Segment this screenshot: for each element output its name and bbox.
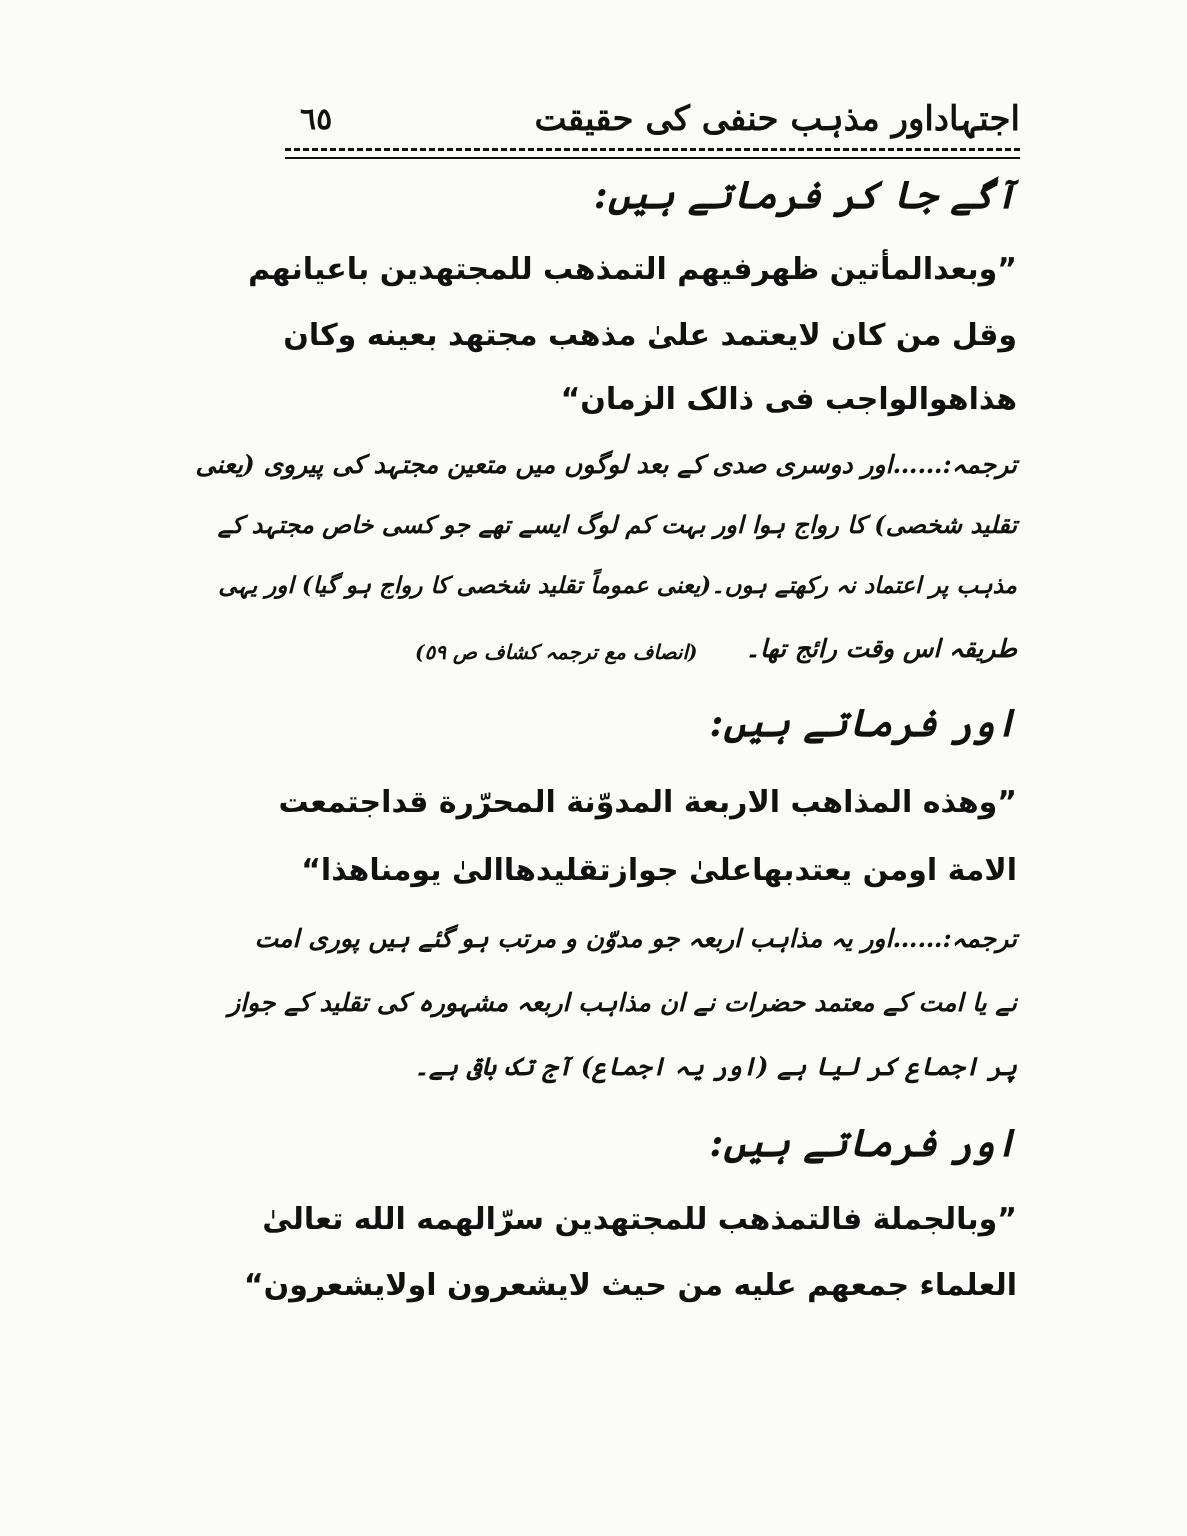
translation-line: مذہب پر اعتماد نہ رکھتے ہوں۔(یعنی عموماً تقلید شخصی کا رواج ہو گیا) اور یہی bbox=[218, 572, 1017, 599]
translation-line: پر اجماع کر لیا ہے (اور یہ اجماع) آج تک باقی ہے۔ bbox=[414, 1052, 1017, 1081]
section-heading: اور فرماتے ہیں: bbox=[709, 700, 1017, 745]
page-header bbox=[300, 98, 1020, 146]
translation-line: طریقہ اس وقت رائج تھا۔ bbox=[745, 634, 1017, 663]
arabic-quote-line: هذاهوالواجب فى ذالک الزمان“ bbox=[560, 382, 1017, 417]
running-title: اجتہاداور مذہب حنفی کی حقیقت bbox=[534, 99, 1020, 139]
arabic-quote-line: العلماء جمعهم عليه من حيث لايشعرون اولايشعرون“ bbox=[243, 1268, 1017, 1303]
citation: (انصاف مع ترجمہ کشاف ص ٥٩) bbox=[415, 640, 698, 664]
arabic-quote-line: ”وبعدالمأتين ظهرفيهم التمذهب للمجتهدين باعيانهم bbox=[248, 252, 1017, 287]
arabic-quote-line: ”وبالجملة فالتمذهب للمجتهدين سرّالهمه الله تعالىٰ bbox=[262, 1202, 1017, 1237]
arabic-quote-line: وقل من كان لايعتمد علىٰ مذهب مجتهد بعينه وكان bbox=[283, 318, 1017, 353]
translation-line: نے یا امت کے معتمد حضرات نے ان مذاہب اربعہ مشہورہ کی تقلید کے جواز bbox=[228, 988, 1017, 1017]
section-heading: آگے جا کر فرماتے ہیں: bbox=[593, 172, 1017, 217]
arabic-quote-line: الامة اومن يعتدبهاعلىٰ جوازتقليدهاالىٰ يومناهذا“ bbox=[301, 853, 1017, 888]
translation-line: ترجمہ:……اور دوسری صدی کے بعد لوگوں میں متعین مجتہد کی پیروی (یعنی bbox=[195, 450, 1017, 479]
translation-line: ترجمہ:……اور یہ مذاہب اربعہ جو مدوّن و مرتب ہو گئے ہیں پوری امت bbox=[254, 924, 1017, 953]
header-divider bbox=[285, 148, 1020, 159]
page-number: ٦٥ bbox=[300, 102, 333, 137]
translation-line: تقلید شخصی) کا رواج ہوا اور بہت کم لوگ ایسے تھے جو کسی خاص مجتہد کے bbox=[217, 510, 1017, 539]
arabic-quote-line: ”وهذه المذاهب الاربعة المدوّنة المحرّرة قداجتمعت bbox=[278, 785, 1017, 820]
section-heading: اور فرماتے ہیں: bbox=[709, 1120, 1017, 1165]
